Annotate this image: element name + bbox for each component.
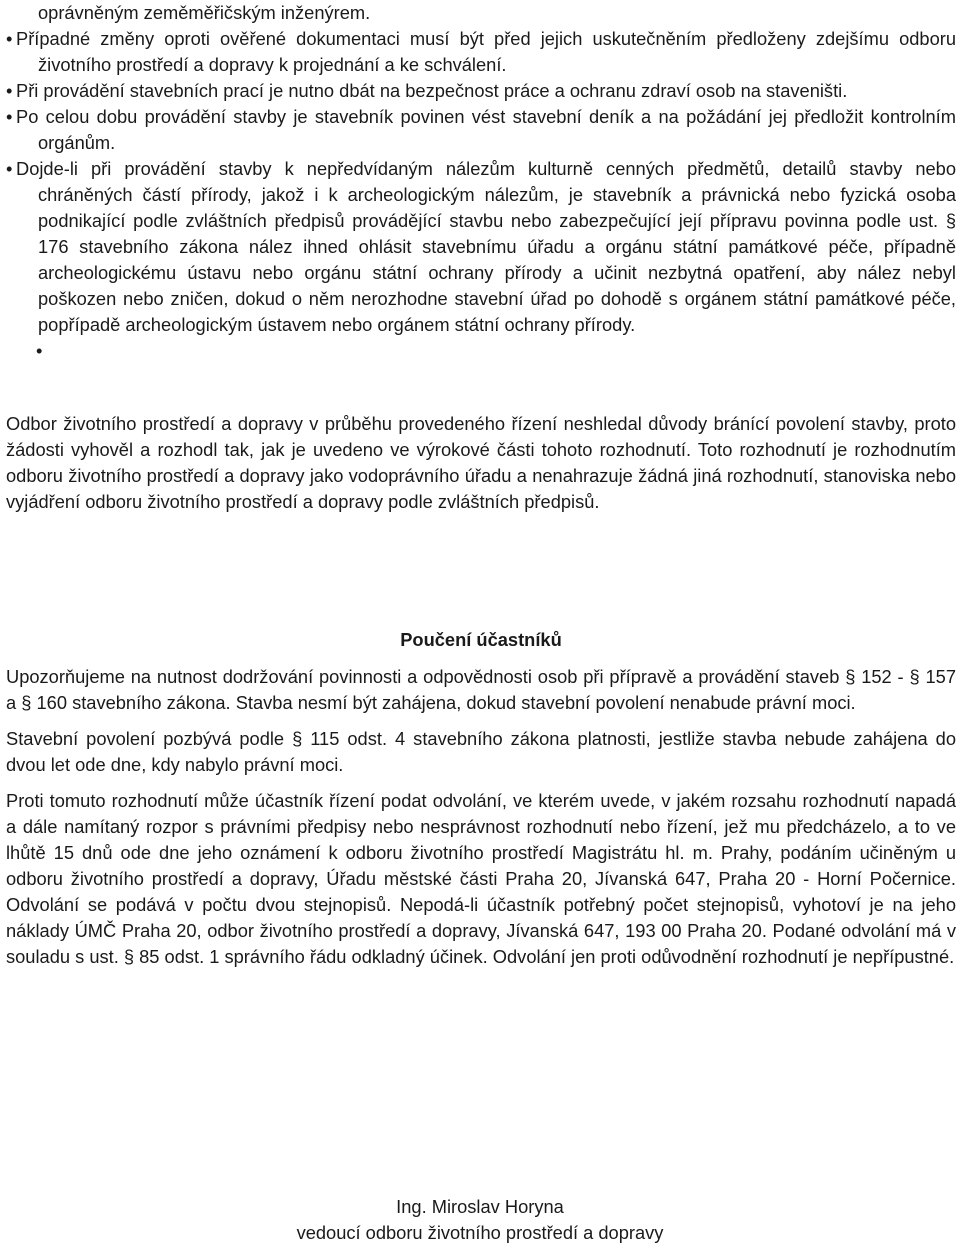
empty-list-item <box>6 338 956 364</box>
list-item-text: Při provádění stavebních prací je nutno dbát na bezpečnost práce a ochranu zdraví osob na staveništi. <box>16 80 848 101</box>
bullet-icon: • <box>6 158 13 179</box>
bullet-icon: • <box>6 28 13 49</box>
list-item-text: Případné změny oproti ověřené dokumentaci musí být před jejich uskutečněním předloženy zdejšímu odboru životního prostředí a dopravy k projednání a ke schválení. <box>16 28 956 75</box>
signatory-name: Ing. Miroslav Horyna <box>396 1196 564 1217</box>
bullet-icon: • <box>6 80 13 101</box>
reasoning-section <box>6 411 956 515</box>
reasoning-paragraph: Odbor životního prostředí a dopravy v průběhu provedeného řízení neshledal důvody bránící povolení stavby, proto žádosti vyhověl a rozhodl tak, jak je uvedeno ve výrokové části tohoto rozhodnutí. Toto rozhodnutí je rozhodnutím odboru životního prostředí a dopravy jako vodoprávního úřadu a nenahrazuje žádná jiná rozhodnutí, stanoviska nebo vyjádření odboru životního prostředí a dopravy podle zvláštních předpisů. <box>6 413 956 512</box>
bullet-icon: • <box>6 106 13 127</box>
instruction-section <box>6 627 956 970</box>
instruction-paragraph: Stavební povolení pozbývá podle § 115 odst. 4 stavebního zákona platnosti, jestliže stavba nebude zahájena do dvou let ode dne, kdy nabylo právní moci. <box>6 728 956 775</box>
bullet-icon: • <box>36 340 43 361</box>
bullet-list-section <box>6 0 956 364</box>
signature-block <box>0 1194 960 1246</box>
list-item <box>6 156 956 338</box>
continuation-line: oprávněným zeměměřičským inženýrem. <box>38 2 371 23</box>
instruction-paragraph: Proti tomuto rozhodnutí může účastník řízení podat odvolání, ve kterém uvede, v jakém rozsahu rozhodnutí napadá a dále namítaný rozpor s právními předpisy nebo nesprávnost rozhodnutí nebo řízení, jež mu předcházelo, a to ve lhůtě 15 dnů ode dne jeho oznámení k odboru životního prostředí Magistrátu hl. m. Prahy, podáním učiněným u odboru životního prostředí a dopravy, Úřadu městské části Praha 20, Jívanská 647, Praha 20 - Horní Počernice. Odvolání se podává v počtu dvou stejnopisů. Nepodá-li účastník potřebný počet stejnopisů, vyhotoví je na jeho náklady ÚMČ Praha 20, odbor životního prostředí a dopravy, Jívanská 647, 193 00 Praha 20. Podané odvolání má v souladu s ust. § 85 odst. 1 správního řádu odkladný účinek. Odvolání jen proti odůvodnění rozhodnutí je nepřípustné. <box>6 790 956 967</box>
list-item-text: Dojde-li při provádění stavby k nepředvídaným nálezům kulturně cenných předmětů, detailů stavby nebo chráněných částí přírody, jakož i k archeologickým nálezům, je stavebník a právnická nebo fyzická osoba podnikající podle zvláštních předpisů provádějící stavbu nebo zabezpečující její přípravu povinna podle ust. § 176 stavebního zákona nález ihned ohlásit stavebnímu úřadu a orgánu státní památkové péče, případně archeologickému ústavu nebo orgánu státní ochrany přírody a učinit nezbytná opatření, aby nález nebyl poškozen nebo zničen, dokud o něm nerozhodne stavební úřad po dohodě s orgánem státní památkové péče, popřípadě archeologickým ústavem nebo orgánem státní ochrany přírody. <box>16 158 956 335</box>
list-item <box>6 104 956 156</box>
list-item <box>6 26 956 78</box>
list-item <box>6 78 956 104</box>
signatory-position: vedoucí odboru životního prostředí a dopravy <box>296 1222 664 1243</box>
instruction-paragraph: Upozorňujeme na nutnost dodržování povinnosti a odpovědnosti osob při přípravě a provádění staveb § 152 - § 157 a § 160 stavebního zákona. Stavba nesmí být zahájena, dokud stavební povolení nenabude právní moci. <box>6 666 956 713</box>
instruction-heading: Poučení účastníků <box>400 629 562 650</box>
list-item-text: Po celou dobu provádění stavby je stavebník povinen vést stavební deník a na požádání jej předložit kontrolním orgánům. <box>16 106 956 153</box>
